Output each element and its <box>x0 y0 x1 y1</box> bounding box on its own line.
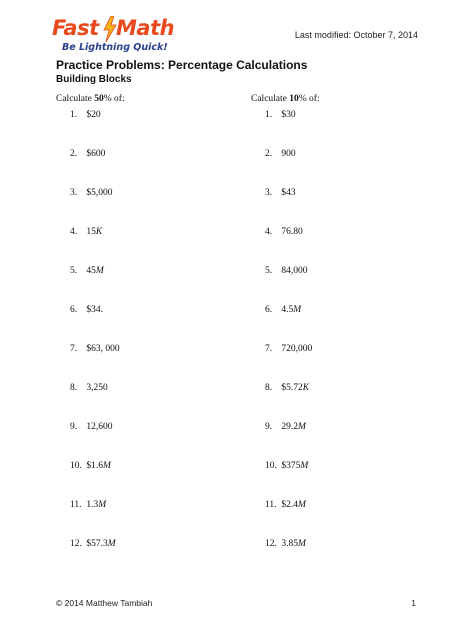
problem-unit: M <box>300 461 309 471</box>
problem-number: 12. <box>70 539 82 549</box>
page-number: 1 <box>411 598 416 608</box>
problem-item <box>70 383 108 397</box>
problem-value: 12,600 <box>86 422 113 432</box>
problem-number: 3. <box>70 188 78 198</box>
problem-item <box>70 188 113 202</box>
left-column-heading: Calculate 50% of: <box>56 94 125 104</box>
problem-number: 10. <box>70 461 82 471</box>
logo-math-text: Math <box>116 16 175 40</box>
problem-value: $600 <box>86 149 106 159</box>
logo-tagline: Be Lightning Quick! <box>62 42 168 53</box>
problem-item <box>265 227 303 241</box>
problem-item <box>265 188 296 202</box>
problem-item <box>70 539 116 553</box>
problem-unit: M <box>107 539 116 549</box>
problem-item <box>265 383 309 397</box>
problem-number: 6. <box>70 305 78 315</box>
problem-number: 5. <box>265 266 273 276</box>
section-subtitle: Building Blocks <box>56 74 132 85</box>
problem-number: 9. <box>70 422 78 432</box>
problem-value: 76.80 <box>281 227 303 237</box>
problem-number: 3. <box>265 188 273 198</box>
right-column-heading: Calculate 10% of: <box>251 94 320 104</box>
problem-item <box>265 305 301 319</box>
problem-unit: M <box>293 305 302 315</box>
problem-value: 900 <box>281 149 296 159</box>
problem-number: 11. <box>265 500 277 510</box>
problem-item <box>70 305 103 319</box>
problem-value: $63, 000 <box>86 344 120 354</box>
problem-number: 11. <box>70 500 82 510</box>
problem-number: 1. <box>70 110 78 120</box>
problem-item <box>70 227 102 241</box>
copyright-footer: © 2014 Matthew Tambiah <box>56 598 153 608</box>
problem-value: $375 <box>281 461 301 471</box>
problem-item <box>70 500 106 514</box>
problem-item <box>265 344 312 358</box>
problem-value: $20 <box>86 110 101 120</box>
problem-value: 1.3 <box>86 500 99 510</box>
problem-number: 2. <box>70 149 78 159</box>
problem-item <box>70 422 113 436</box>
problem-number: 2. <box>265 149 273 159</box>
problem-value: $5,000 <box>86 188 113 198</box>
problem-item <box>265 266 308 280</box>
problem-number: 10. <box>265 461 277 471</box>
problem-item <box>70 461 111 475</box>
problem-value: $57.3 <box>86 539 108 549</box>
left-problem-column <box>56 94 125 549</box>
problem-value: 45 <box>86 266 96 276</box>
problem-number: 12. <box>265 539 277 549</box>
problem-value: 720,000 <box>281 344 313 354</box>
problem-number: 9. <box>265 422 273 432</box>
problem-item <box>265 422 306 436</box>
problem-unit: K <box>302 383 310 393</box>
problem-value: 15 <box>86 227 96 237</box>
logo-fast-text: Fast <box>52 16 99 40</box>
problem-unit: K <box>95 227 103 237</box>
problem-value: 29.2 <box>281 422 298 432</box>
problem-item <box>265 110 296 124</box>
problem-number: 8. <box>265 383 273 393</box>
problem-number: 8. <box>70 383 78 393</box>
problem-unit: M <box>298 539 306 549</box>
problem-item <box>265 149 296 163</box>
problem-item <box>70 266 104 280</box>
problem-value: 4.5 <box>281 305 294 315</box>
problem-value: $30 <box>281 110 296 120</box>
problem-unit: M <box>95 266 104 276</box>
problem-item <box>265 500 306 514</box>
problem-number: 4. <box>70 227 78 237</box>
problem-number: 4. <box>265 227 273 237</box>
problem-item <box>70 344 120 358</box>
problem-unit: M <box>98 500 107 510</box>
last-modified-date: Last modified: October 7, 2014 <box>294 30 418 40</box>
problem-unit: M <box>298 500 306 510</box>
right-problem-column <box>251 94 320 549</box>
problem-value: 3.85 <box>281 539 298 549</box>
problem-number: 7. <box>265 344 273 354</box>
problem-value: $2.4 <box>281 500 298 510</box>
problem-item <box>265 461 308 475</box>
problem-value: 3,250 <box>86 383 108 393</box>
problem-number: 1. <box>265 110 273 120</box>
problem-number: 7. <box>70 344 78 354</box>
page-title: Practice Problems: Percentage Calculations <box>56 58 308 72</box>
problem-number: 6. <box>265 305 273 315</box>
problem-unit: M <box>103 461 111 471</box>
problem-value: 84,000 <box>281 266 308 276</box>
problem-value: $5.72 <box>281 383 303 393</box>
problem-value: $1.6 <box>86 461 103 471</box>
fastmath-logo <box>52 16 175 56</box>
problem-item <box>70 110 101 124</box>
problem-item <box>265 539 306 553</box>
problem-value: $34. <box>86 305 103 315</box>
problem-unit: M <box>298 422 306 432</box>
problem-item <box>70 149 105 163</box>
problem-number: 5. <box>70 266 78 276</box>
problem-value: $43 <box>281 188 296 198</box>
